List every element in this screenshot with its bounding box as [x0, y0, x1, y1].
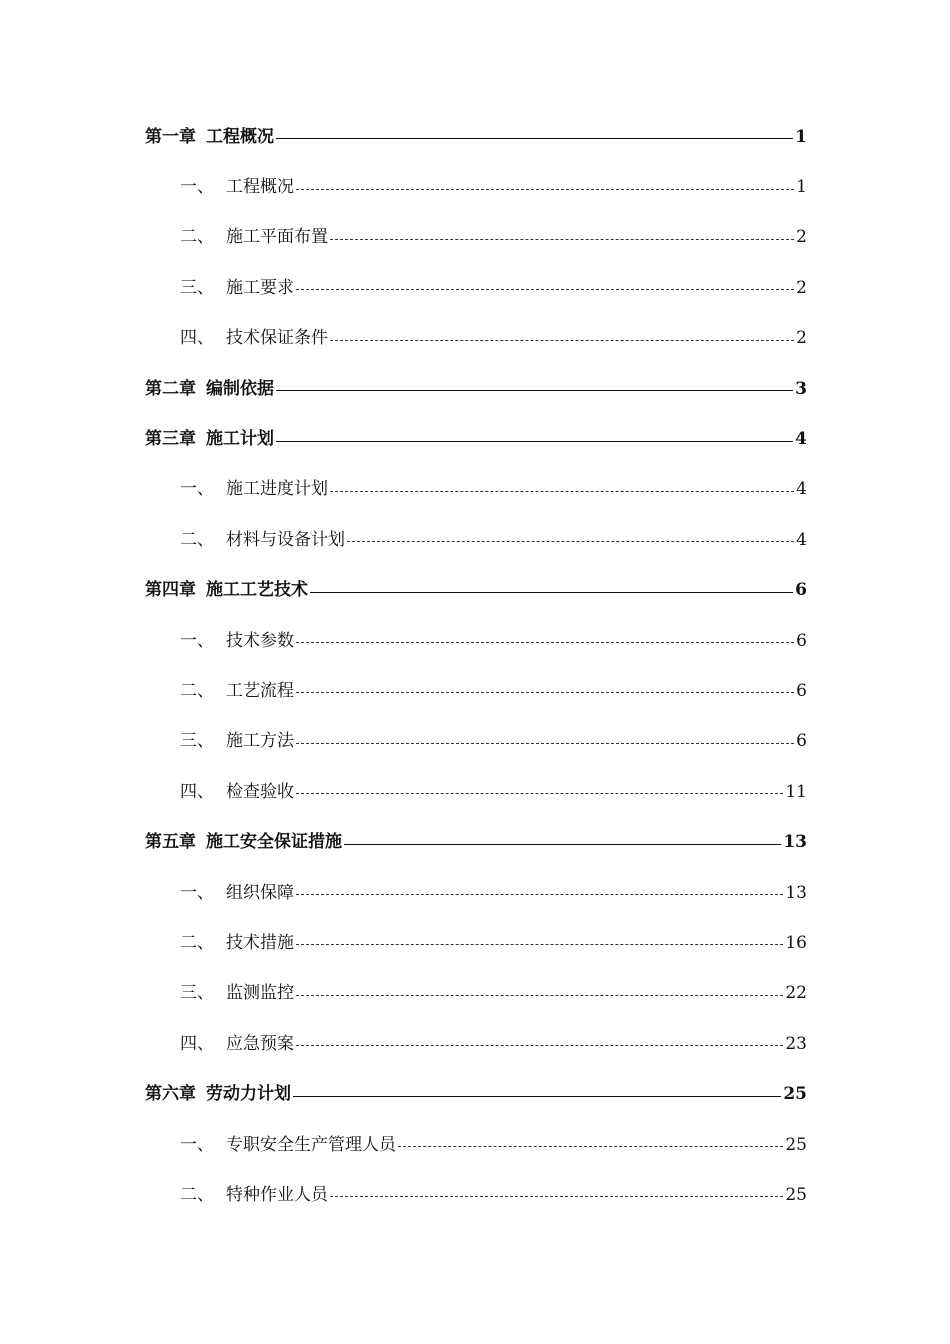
- toc-entry-number: 第二章: [145, 378, 196, 399]
- toc-leader-line: [330, 339, 794, 341]
- toc-entry-title: 施工计划: [206, 429, 274, 450]
- toc-entry[interactable]: [145, 717, 807, 767]
- toc-entry-title: 劳动力计划: [206, 1084, 291, 1105]
- toc-entry-number: 第一章: [145, 126, 196, 147]
- toc-entry-page-number: 11: [785, 781, 807, 802]
- toc-entry-number: 三、: [180, 983, 214, 1004]
- toc-entry-page-number: 4: [795, 429, 807, 450]
- toc-entry-page-number: 1: [796, 177, 807, 198]
- toc-entry-number: 第六章: [145, 1084, 196, 1105]
- toc-entry-page-number: 23: [785, 1033, 807, 1054]
- toc-entry-page-number: 25: [783, 1084, 807, 1105]
- toc-leader-line: [398, 1145, 783, 1147]
- toc-entry-title: 特种作业人员: [226, 1184, 328, 1205]
- toc-entry-number: 三、: [180, 731, 214, 752]
- toc-entry[interactable]: [145, 465, 807, 515]
- toc-entry-page-number: 16: [785, 932, 807, 953]
- toc-entry[interactable]: [145, 1120, 807, 1170]
- toc-leader-line: [293, 1095, 781, 1097]
- toc-entry-number: 二、: [180, 227, 214, 248]
- toc-entry[interactable]: [145, 1069, 807, 1119]
- toc-entry-page-number: 4: [796, 479, 807, 500]
- toc-leader-line: [276, 137, 793, 139]
- toc-entry-number: 第四章: [145, 580, 196, 601]
- toc-entry-title: 施工平面布置: [226, 227, 328, 248]
- toc-entry[interactable]: [145, 314, 807, 364]
- toc-leader-line: [344, 843, 781, 845]
- toc-leader-line: [296, 742, 794, 744]
- toc-entry-page-number: 2: [796, 328, 807, 349]
- toc-entry-number: 四、: [180, 781, 214, 802]
- toc-leader-line: [296, 893, 783, 895]
- toc-leader-line: [347, 540, 794, 542]
- toc-leader-line: [330, 490, 794, 492]
- toc-leader-line: [276, 389, 793, 391]
- toc-entry-title: 施工方法: [226, 731, 294, 752]
- toc-entry-title: 施工进度计划: [226, 479, 328, 500]
- toc-entry-title: 监测监控: [226, 983, 294, 1004]
- toc-leader-line: [330, 1195, 783, 1197]
- toc-entry-page-number: 22: [785, 983, 807, 1004]
- toc-entry-page-number: 2: [796, 277, 807, 298]
- toc-entry[interactable]: [145, 918, 807, 968]
- toc-leader-line: [276, 440, 793, 442]
- toc-entry-title: 材料与设备计划: [226, 529, 345, 550]
- toc-entry-title: 技术措施: [226, 932, 294, 953]
- toc-entry-page-number: 6: [796, 731, 807, 752]
- toc-entry[interactable]: [145, 767, 807, 817]
- toc-entry-title: 专职安全生产管理人员: [226, 1134, 396, 1155]
- toc-entry-title: 工艺流程: [226, 680, 294, 701]
- toc-entry-page-number: 25: [785, 1184, 807, 1205]
- toc-leader-line: [330, 238, 794, 240]
- toc-entry-page-number: 25: [785, 1134, 807, 1155]
- toc-entry-number: 一、: [180, 882, 214, 903]
- toc-entry-number: 二、: [180, 932, 214, 953]
- toc-entry-title: 技术参数: [226, 630, 294, 651]
- toc-entry-page-number: 4: [796, 529, 807, 550]
- toc-entry[interactable]: [145, 213, 807, 263]
- toc-entry[interactable]: [145, 263, 807, 313]
- toc-entry-number: 第三章: [145, 429, 196, 450]
- toc-entry[interactable]: [145, 566, 807, 616]
- toc-entry[interactable]: [145, 666, 807, 716]
- toc-leader-line: [296, 641, 794, 643]
- toc-entry-page-number: 6: [796, 680, 807, 701]
- toc-entry[interactable]: [145, 1170, 807, 1220]
- toc-leader-line: [296, 792, 783, 794]
- toc-entry-title: 应急预案: [226, 1033, 294, 1054]
- toc-entry-number: 四、: [180, 1033, 214, 1054]
- toc-entry-number: 一、: [180, 177, 214, 198]
- toc-entry-title: 编制依据: [206, 378, 274, 399]
- toc-entry-title: 工程概况: [206, 126, 274, 147]
- toc-entry-number: 二、: [180, 1184, 214, 1205]
- toc-entry[interactable]: [145, 515, 807, 565]
- toc-entry-page-number: 6: [796, 630, 807, 651]
- toc-leader-line: [296, 943, 783, 945]
- toc-entry[interactable]: [145, 364, 807, 414]
- toc-entry-page-number: 13: [783, 832, 807, 853]
- toc-entry-number: 一、: [180, 630, 214, 651]
- toc-entry-title: 工程概况: [226, 177, 294, 198]
- toc-entry-title: 检查验收: [226, 781, 294, 802]
- toc-leader-line: [296, 994, 783, 996]
- toc-entry-page-number: 1: [795, 126, 807, 147]
- toc-entry-number: 二、: [180, 529, 214, 550]
- toc-entry-title: 施工安全保证措施: [206, 832, 342, 853]
- toc-entry-number: 一、: [180, 1134, 214, 1155]
- toc-entry-page-number: 3: [795, 378, 807, 399]
- toc-entry[interactable]: [145, 616, 807, 666]
- toc-entry[interactable]: [145, 414, 807, 464]
- toc-entry-page-number: 13: [785, 882, 807, 903]
- toc-entry-number: 第五章: [145, 832, 196, 853]
- toc-leader-line: [296, 188, 794, 190]
- toc-entry-title: 施工工艺技术: [206, 580, 308, 601]
- toc-leader-line: [296, 691, 794, 693]
- toc-entry[interactable]: [145, 112, 807, 162]
- toc-entry[interactable]: [145, 868, 807, 918]
- toc-entry-page-number: 6: [795, 580, 807, 601]
- toc-leader-line: [296, 1044, 783, 1046]
- toc-entry[interactable]: [145, 969, 807, 1019]
- toc-entry-title: 施工要求: [226, 277, 294, 298]
- table-of-contents: [145, 112, 807, 1221]
- toc-entry-number: 三、: [180, 277, 214, 298]
- toc-entry-page-number: 2: [796, 227, 807, 248]
- toc-entry[interactable]: [145, 162, 807, 212]
- toc-leader-line: [310, 591, 793, 593]
- toc-entry-title: 组织保障: [226, 882, 294, 903]
- toc-entry[interactable]: [145, 817, 807, 867]
- toc-leader-line: [296, 288, 794, 290]
- toc-entry-title: 技术保证条件: [226, 328, 328, 349]
- toc-entry[interactable]: [145, 1019, 807, 1069]
- toc-entry-number: 一、: [180, 479, 214, 500]
- toc-entry-number: 二、: [180, 680, 214, 701]
- toc-entry-number: 四、: [180, 328, 214, 349]
